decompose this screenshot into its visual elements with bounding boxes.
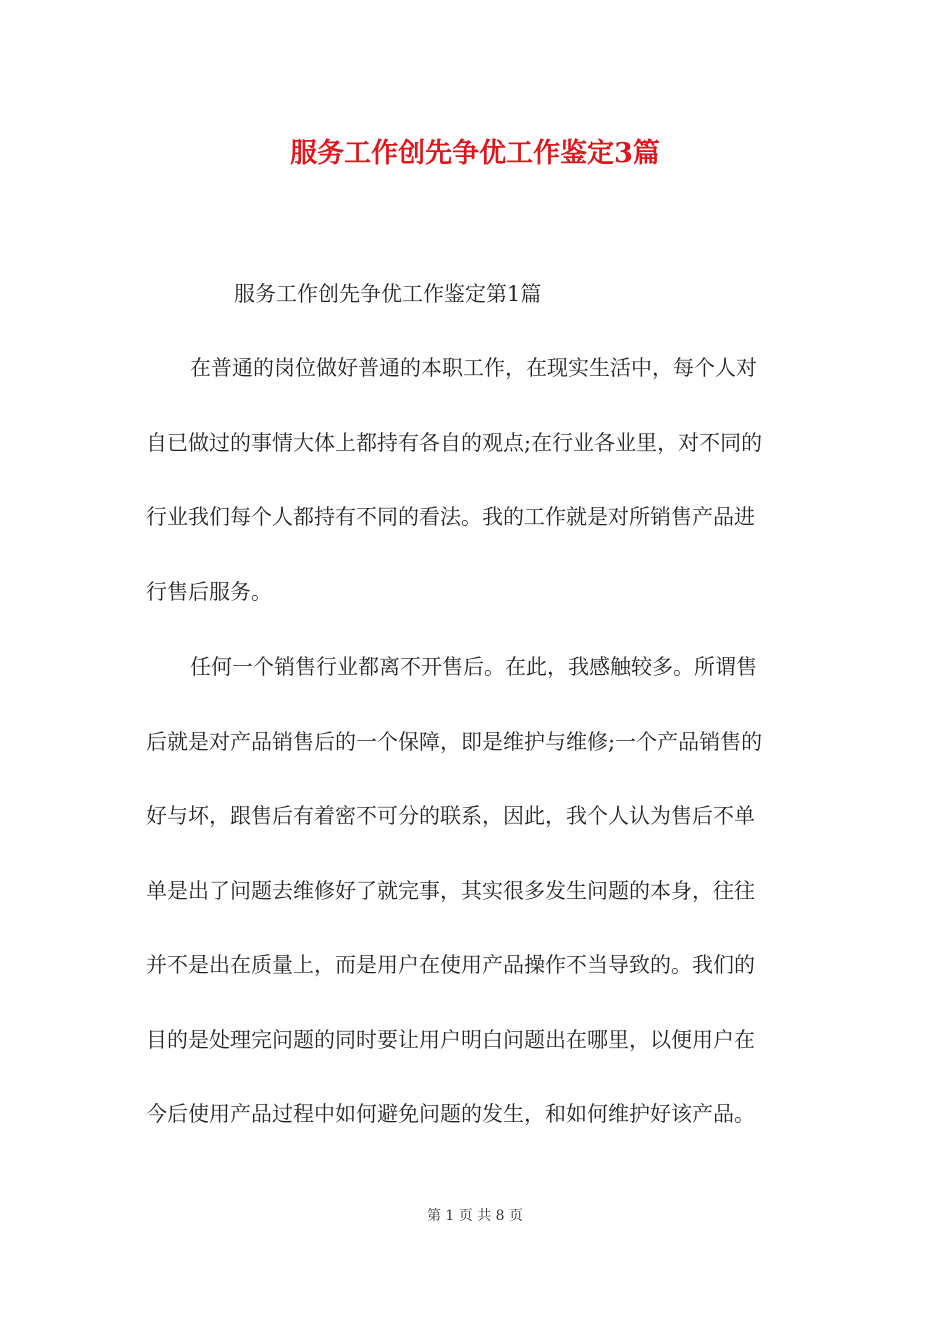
paragraph-line: 目的是处理完问题的同时要让用户明白问题出在哪里，以便用户在 bbox=[146, 1027, 755, 1052]
section-heading: 服务工作创先争优工作鉴定第1篇 bbox=[234, 282, 542, 306]
paragraph-line: 行业我们每个人都持有不同的看法。我的工作就是对所销售产品进 bbox=[146, 505, 755, 529]
paragraph-line: 在普通的岗位做好普通的本职工作，在现实生活中，每个人对 bbox=[190, 356, 757, 380]
paragraph-line: 自已做过的事情大体上都持有各自的观点;在行业各业里，对不同的 bbox=[146, 430, 763, 455]
page-footer: 第 1 页 共 8 页 bbox=[426, 1208, 524, 1224]
paragraph-line: 并不是出在质量上，而是用户在使用产品操作不当导致的。我们的 bbox=[146, 953, 755, 977]
paragraph-line: 后就是对产品销售后的一个保障，即是维护与维修;一个产品销售的 bbox=[146, 729, 763, 754]
document-title: 服务工作创先争优工作鉴定3篇 bbox=[290, 138, 660, 169]
paragraph-line: 行售后服务。 bbox=[146, 579, 272, 604]
paragraph-line: 今后使用产品过程中如何避免问题的发生，和如何维护好该产品。 bbox=[146, 1102, 755, 1126]
paragraph-line: 好与坏，跟售后有着密不可分的联系，因此，我个人认为售后不单 bbox=[146, 804, 755, 828]
paragraph-1 bbox=[146, 331, 804, 629]
paragraph-line: 任何一个销售行业都离不开售后。在此，我感触较多。所谓售 bbox=[190, 655, 757, 679]
paragraph-2 bbox=[146, 630, 804, 1152]
paragraph-line: 单是出了问题去维修好了就完事，其实很多发生问题的本身，往往 bbox=[146, 878, 755, 903]
